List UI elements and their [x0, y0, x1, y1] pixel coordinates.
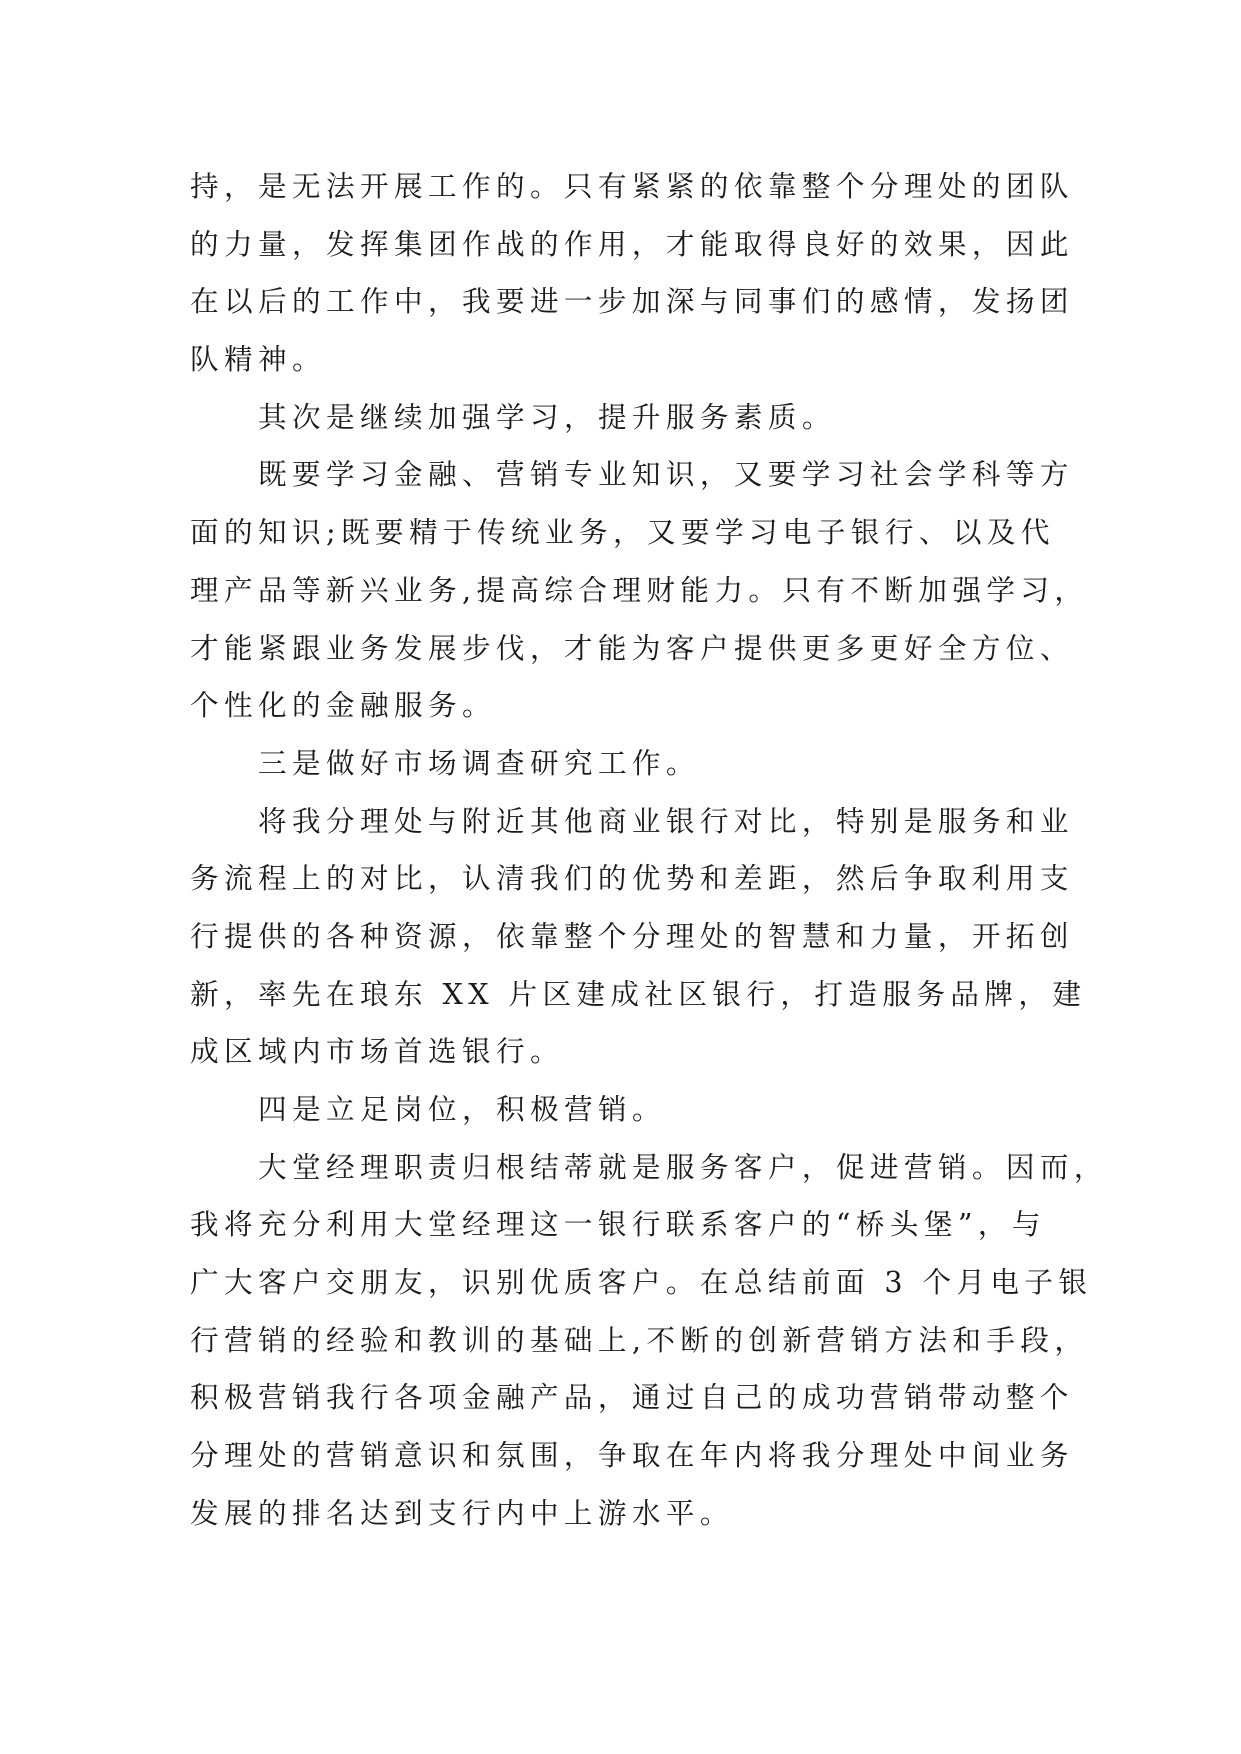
text-line: 发展的排名达到支行内中上游水平。 — [190, 1495, 734, 1530]
text-line: 积极营销我行各项金融产品，通过自己的成功营销带动整个 — [190, 1380, 1074, 1415]
document-body — [190, 158, 1108, 1543]
text-line: 大堂经理职责归根结蒂就是服务客户，促进营销。因而， — [258, 1149, 1108, 1184]
section-heading: 其次是继续加强学习，提升服务素质。 — [258, 399, 836, 434]
text-line: 既要学习金融、营销专业知识，又要学习社会学科等方 — [258, 457, 1074, 492]
text-line: 理产品等新兴业务,提高综合理财能力。只有不断加强学习， — [190, 572, 1089, 607]
text-line: 个性化的金融服务。 — [190, 688, 496, 723]
text-line: 队精神。 — [190, 342, 326, 377]
section-heading: 四是立足岗位，积极营销。 — [258, 1092, 666, 1126]
text-line: 行提供的各种资源，依靠整个分理处的智慧和力量，开拓创 — [190, 918, 1074, 953]
text-line: 的力量，发挥集团作战的作用，才能取得良好的效果，因此 — [190, 226, 1074, 261]
text-line: 成区域内市场首选银行。 — [190, 1034, 564, 1069]
text-line: 分理处的营销意识和氛围，争取在年内将我分理处中间业务 — [190, 1438, 1074, 1473]
text-line: 新，率先在琅东 XX 片区建成社区银行，打造服务品牌，建 — [190, 976, 1087, 1011]
text-line: 在以后的工作中，我要进一步加深与同事们的感情，发扬团 — [190, 284, 1074, 319]
text-line: 行营销的经验和教训的基础上,不断的创新营销方法和手段， — [190, 1322, 1089, 1357]
text-line: 我将充分利用大堂经理这一银行联系客户的“桥头堡”，与 — [190, 1207, 1046, 1242]
text-line: 广大客户交朋友，识别优质客户。在总结前面 3 个月电子银 — [190, 1265, 1093, 1300]
text-line: 持，是无法开展工作的。只有紧紧的依靠整个分理处的团队 — [190, 169, 1074, 203]
text-line: 将我分理处与附近其他商业银行对比，特别是服务和业 — [258, 803, 1074, 838]
section-heading: 三是做好市场调查研究工作。 — [258, 745, 700, 780]
text-line: 务流程上的对比，认清我们的优势和差距，然后争取利用支 — [190, 861, 1074, 896]
text-line: 面的知识;既要精于传统业务，又要学习电子银行、以及代 — [190, 515, 1055, 550]
text-line: 才能紧跟业务发展步伐，才能为客户提供更多更好全方位、 — [190, 630, 1074, 665]
